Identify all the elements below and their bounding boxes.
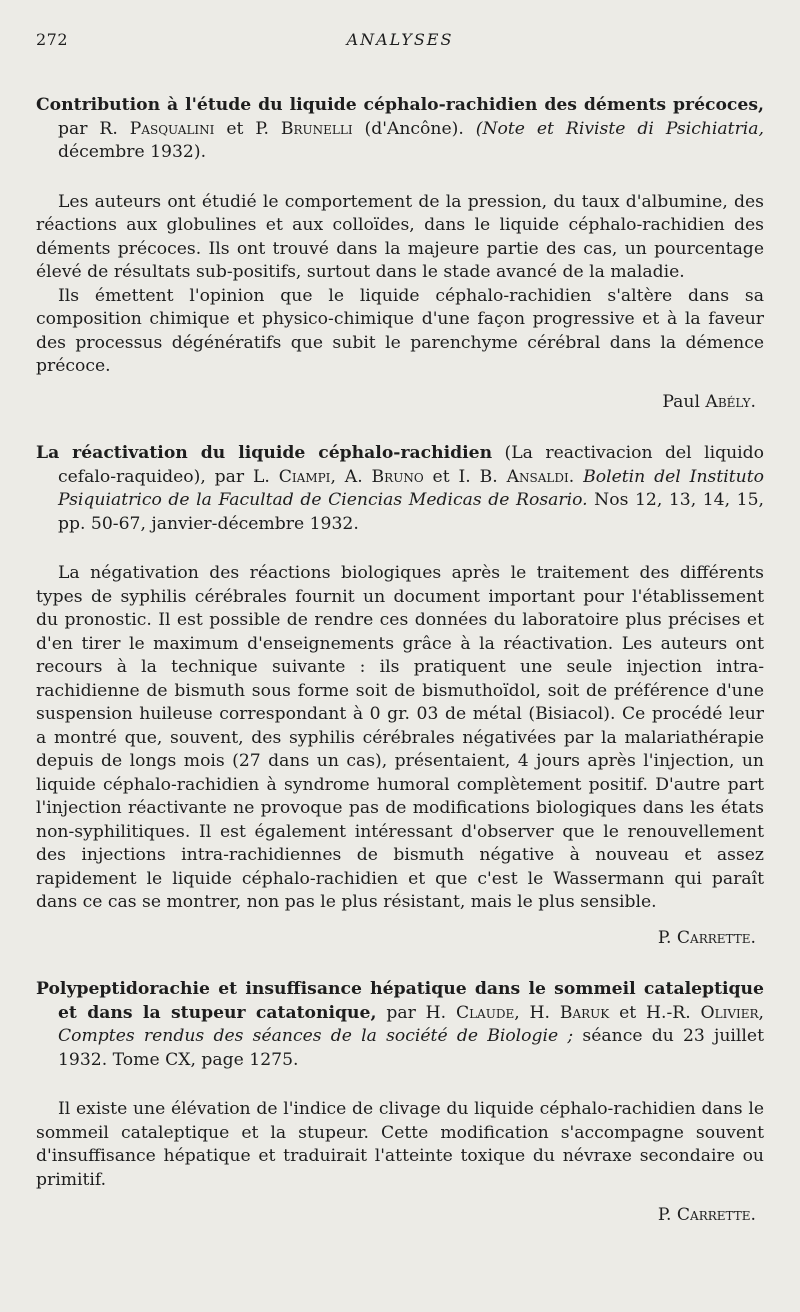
article-citation: [36, 442, 764, 536]
signature: [36, 1204, 764, 1228]
citation-text: séance du 23 juillet 1932. Tome CX, page 1275.: [58, 1026, 764, 1070]
citation-text: par H.: [376, 1002, 456, 1023]
citation-text: et H.-R.: [609, 1002, 701, 1023]
author-name: Ansaldi: [506, 466, 569, 487]
author-name: Brunelli: [280, 118, 353, 139]
signature-last: Abély.: [705, 391, 756, 412]
signature-first: P.: [657, 927, 677, 948]
body-paragraph: Les auteurs ont étudié le comportement de la pression, du taux d'albumine, des réactions aux globulines et aux colloïdes, dans le liquide céphalo-rachidien des déments précoces. Ils ont trouvé dans la majeure partie des cas, un pourcentage élevé de résultats sub-positifs, surtout dans le stade avancé de la maladie.: [36, 191, 764, 282]
author-name: Claude: [455, 1002, 515, 1023]
body-paragraph: Il existe une élévation de l'indice de clivage du liquide céphalo-rachidien dans le sommeil cataleptique et la stupeur. Cette modification s'accompagne souvent d'insuffisance hépatique et traduirait l'atteinte toxique du névraxe secondaire ou primitif.: [36, 1099, 764, 1190]
source-journal: Comptes rendus des séances de la société de Biologie ;: [58, 1026, 574, 1046]
author-name: Baruk: [559, 1002, 610, 1023]
signature: [36, 927, 764, 951]
article-title: La réactivation du liquide céphalo-rachidien: [36, 443, 493, 463]
citation-text: Nos 12, 13, 14, 15, pp. 50-67, janvier-décembre 1932.: [58, 490, 764, 534]
signature-first: P.: [657, 1205, 677, 1225]
article-title: Contribution à l'étude du liquide céphalo-rachidien des déments précoces,: [36, 95, 764, 115]
author-name: Bruno: [371, 466, 424, 487]
page-number: 272: [36, 30, 69, 49]
signature: [36, 391, 764, 415]
section-title: ANALYSES: [346, 30, 454, 49]
citation-text: , H.: [514, 1002, 560, 1023]
citation-text: décembre 1932).: [58, 142, 207, 162]
article-citation: [36, 94, 764, 165]
author-name: Olivier: [700, 1002, 759, 1023]
article-title: Polypeptidorachie et insuffisance hépatique dans le sommeil cataleptique et dans la stupeur catatonique,: [36, 979, 764, 1023]
citation-text: par R.: [58, 118, 130, 139]
article-ciampi: [36, 442, 764, 950]
citation-text: ,: [758, 1002, 765, 1023]
article-citation: [36, 978, 764, 1072]
source-journal: Boletin del Instituto Psiquiatrico de la Facultad de Ciencias Medicas de Rosario.: [58, 466, 764, 510]
citation-text: , A.: [330, 466, 372, 487]
citation-text: et P.: [214, 118, 281, 139]
article-pasqualini: [36, 94, 764, 414]
citation-text: (d'Ancône).: [352, 118, 476, 139]
signature-last: Carrette.: [676, 1205, 756, 1225]
source-journal: (Note et Riviste di Psichiatria,: [475, 118, 765, 139]
signature-first: Paul: [662, 391, 706, 412]
citation-text: .: [568, 466, 584, 487]
author-name: Pasqualini: [129, 118, 215, 139]
body-paragraph: Ils émettent l'opinion que le liquide céphalo-rachidien s'altère dans sa composition chimique et physico-chimique d'une façon progressive et à la faveur des processus dégénératifs que subit le parenchyme cérébral dans la démence précoce.: [36, 285, 764, 376]
running-head: [36, 30, 764, 54]
author-name: Ciampi: [278, 466, 331, 487]
body-paragraph: La négativation des réactions biologiques après le traitement des différents types de syphilis cérébrales fournit un document important pour l'établissement du pronostic. Il est possible de rendre ces données du laboratoire plus précises et d'en tirer le maximum d'enseignements grâce à la réactivation. Les auteurs ont recours à la technique suivante : ils pratiquent une seule injection intra-rachidienne de bismuth sous forme soit de bismuthoïdol, soit de préférence d'une suspension huileuse correspondant à 0 gr. 03 de métal (Bisiacol). Ce procédé leur a montré que, souvent, des syphilis cérébrales négativées par la malariathérapie depuis de longs mois (27 dans un cas), présentaient, 4 jours après l'injection, un liquide céphalo-rachidien à syndrome humoral complètement positif. D'autre part l'injection réactivante ne provoque pas de modifications biologiques dans les états non-syphilitiques. Il est également intéressant d'observer que le renouvellement des injections intra-rachidiennes de bismuth négative à nouveau et assez rapidement le liquide céphalo-rachidien et que c'est le Wassermann qui paraît dans ce cas se montrer, non pas le plus résistant, mais le plus sensible.: [36, 563, 764, 912]
signature-last: Carrette.: [676, 927, 756, 948]
citation-text: (La reactivacion del liquido cefalo-raquideo), par L.: [58, 443, 764, 487]
citation-text: et I. B.: [423, 466, 507, 487]
article-claude: [36, 978, 764, 1228]
